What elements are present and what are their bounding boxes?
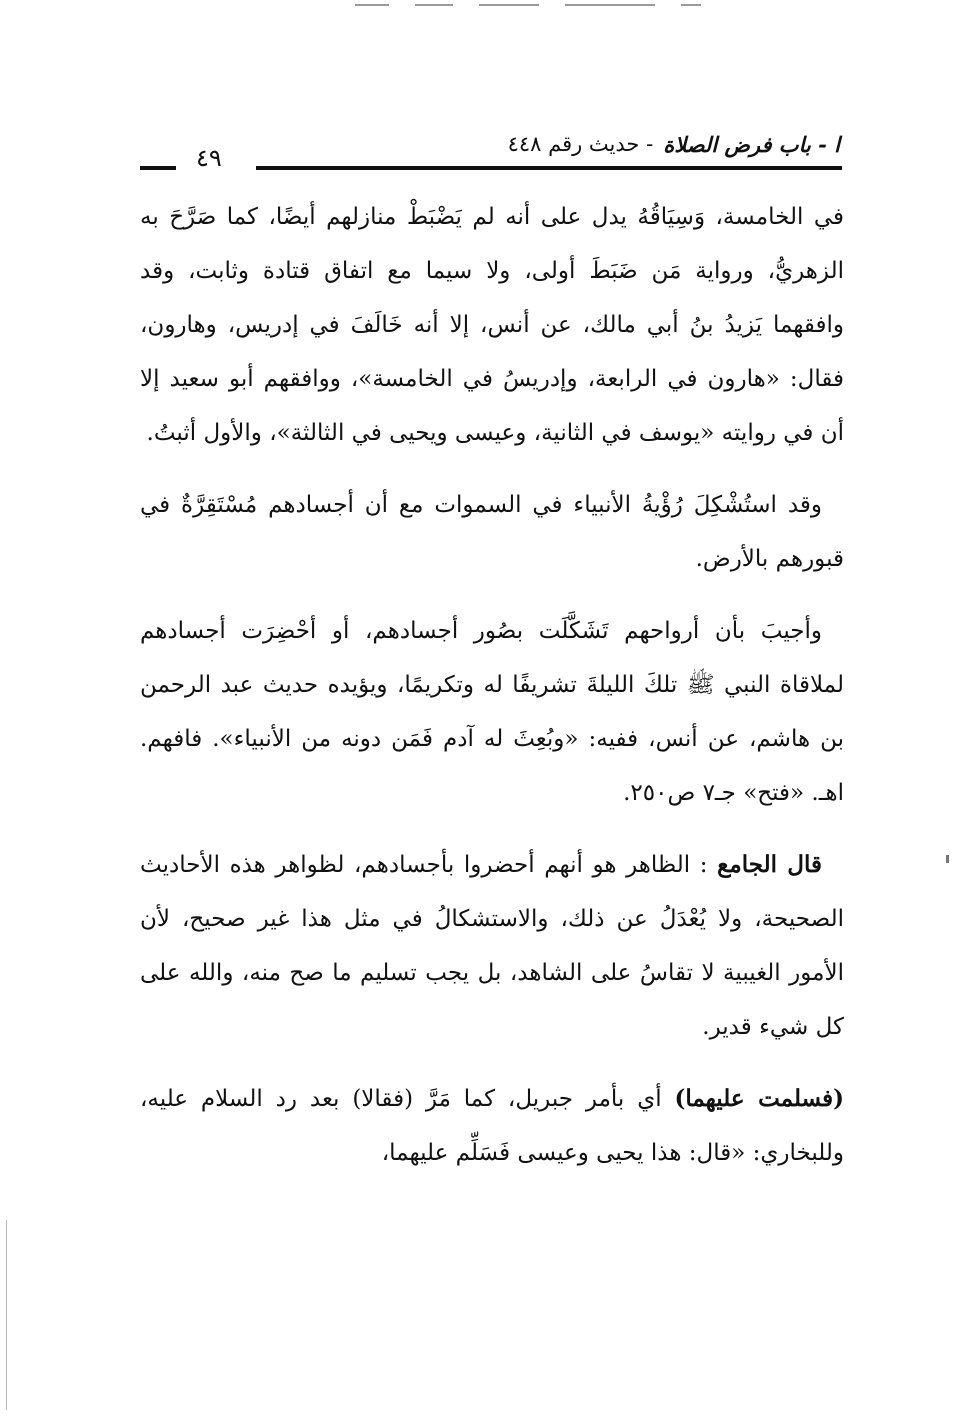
- paragraph-3-text: وأجيبَ بأن أرواحهم تَشَكَّلَت بصُور أجسادهم، أو أحْضِرَت أجسادهم لملاقاة النبي ﷺ تلكَ الليلةَ تشريفًا له وتكريمًا، ويؤيده حديث عبد الرحمن بن هاشم، عن أنس، ففيه: «وبُعِثَ له آدم فَمَن دونه من الأنبياء». فافهم. اهـ. «فتح» جـ٧ ص٢٥٠.: [140, 618, 844, 806]
- paragraph-4-text: : الظاهر هو أنهم أحضروا بأجسادهم، لظواهر هذه الأحاديث الصحيحة، ولا يُعْدَلُ عن ذلك، والاستشكالُ في مثل هذا غير صحيح، لأن الأمور الغيبية لا تقاسُ على الشاهد، بل يجب تسليم ما صح منه، والله على كل شيء قدير.: [140, 852, 844, 1040]
- header-separator: -: [639, 132, 654, 156]
- paragraph-5-text: أي بأمر جبريل، كما مَرَّ (فقالا) بعد رد السلام عليه، وللبخاري: «قال: هذا يحيى وعيسى فَسَلِّم عليهما،: [140, 1086, 844, 1166]
- paragraph-2: [140, 478, 844, 586]
- paragraph-3: [140, 604, 844, 820]
- paragraph-1: [140, 190, 844, 460]
- hadith-number: حديث رقم ٤٤٨: [507, 132, 640, 156]
- paragraph-1-text: في الخامسة، وَسِيَاقُهُ يدل على أنه لم يَضْبَطْ منازلهم أيضًا، كما صَرَّحَ به الزهريُّ، ورواية مَن ضَبَطَ أولى، ولا سيما مع اتفاق قتادة وثابت، وقد وافقهما يَزيدُ بنُ أبي مالك، عن أنس، إلا أنه خَالَفَ في إدريس، وهارون، فقال: «هارون في الرابعة، وإدريسُ في الخامسة»، ووافقهم أبو سعيد إلا أن في روايته «يوسف في الثانية، وعيسى ويحيى في الثالثة»، والأول أثبتُ.: [140, 204, 844, 446]
- scan-edge-line: [6, 1220, 7, 1410]
- quoted-phrase: (فسلمت عليهما): [674, 1085, 845, 1112]
- paragraph-2-text: وقد استُشْكِلَ رُؤْيةُ الأنبياء في السموات مع أن أجسادهم مُسْتَقِرَّةٌ في قبورهم بالأرض.: [140, 492, 844, 572]
- page-number-dash: [140, 166, 176, 170]
- page-body: [140, 190, 844, 1198]
- paragraph-4: [140, 838, 844, 1054]
- page-number: ٤٩: [196, 144, 222, 172]
- hadith-reference: [508, 132, 654, 156]
- chapter-title: ا - باب فرض الصلاة: [663, 131, 840, 157]
- header-rule: [256, 166, 842, 170]
- top-edge-dashes: [355, 4, 705, 6]
- paragraph-5: [140, 1072, 844, 1180]
- margin-mark: [946, 855, 949, 863]
- compiler-label: قال الجامع: [717, 851, 822, 878]
- running-header: [140, 126, 840, 162]
